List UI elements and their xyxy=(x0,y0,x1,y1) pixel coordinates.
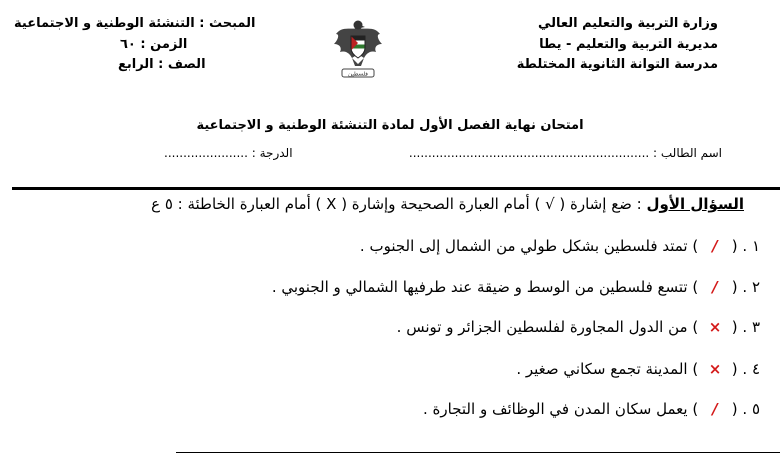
answer-mark-slash: / xyxy=(712,400,718,418)
item-text: من الدول المجاورة لفلسطين الجزائر و تونس . xyxy=(396,318,688,336)
grade-field: الدرجة : ...................... xyxy=(164,146,293,160)
question-1-label: السؤال الأول xyxy=(646,195,744,213)
ministry-name: وزارة التربية والتعليم العالي xyxy=(537,16,718,31)
list-item xyxy=(0,318,760,336)
student-name-field: اسم الطالب : ............................................................... xyxy=(408,146,722,160)
list-item xyxy=(0,400,760,418)
item-number: ٣ . ( xyxy=(731,318,760,336)
class-label: الصف : الرابع xyxy=(118,57,206,72)
directorate-name: مديرية التربية والتعليم - يطا xyxy=(539,37,718,52)
item-text: يعمل سكان المدن في الوظائف و التجارة . xyxy=(423,400,688,418)
item-close-paren: ) xyxy=(692,360,699,378)
time-label: الزمن : ٦٠ xyxy=(120,37,188,52)
answer-mark-cross: × xyxy=(708,360,722,378)
answer-mark-cross: × xyxy=(708,318,722,336)
question-1-heading xyxy=(151,195,744,213)
item-number: ٤ . ( xyxy=(731,360,760,378)
list-item xyxy=(0,360,760,378)
emblem-caption: فلسطين xyxy=(348,71,368,78)
palestine-emblem-icon xyxy=(330,14,386,86)
item-text: تمتد فلسطين بشكل طولي من الشمال إلى الجنوب . xyxy=(359,237,688,255)
section-divider xyxy=(12,187,780,190)
item-text: المدينة تجمع سكاني صغير . xyxy=(516,360,688,378)
item-number: ٢ . ( xyxy=(731,278,760,296)
list-item xyxy=(0,237,760,255)
answer-line xyxy=(176,452,780,453)
item-number: ١ . ( xyxy=(731,237,760,255)
item-close-paren: ) xyxy=(692,278,699,296)
item-close-paren: ) xyxy=(692,400,699,418)
list-item xyxy=(0,278,760,296)
answer-mark-slash: / xyxy=(712,237,718,255)
answer-mark-slash: / xyxy=(712,278,718,296)
item-number: ٥ . ( xyxy=(731,400,760,418)
subject-label: المبحث : التنشئة الوطنية و الاجتماعية xyxy=(14,16,256,31)
item-close-paren: ) xyxy=(692,318,699,336)
question-1-instruction: : ضع إشارة ( √ ) أمام العبارة الصحيحة وإشارة ( X ) أمام العبارة الخاطئة : ٥ ع xyxy=(151,195,642,213)
school-name: مدرسة التوانة الثانوية المختلطة xyxy=(516,57,718,72)
item-close-paren: ) xyxy=(692,237,699,255)
exam-title: امتحان نهاية الفصل الأول لمادة التنشئة الوطنية و الاجتماعية xyxy=(196,118,584,133)
item-text: تتسع فلسطين من الوسط و ضيقة عند طرفيها الشمالي و الجنوبي . xyxy=(271,278,688,296)
